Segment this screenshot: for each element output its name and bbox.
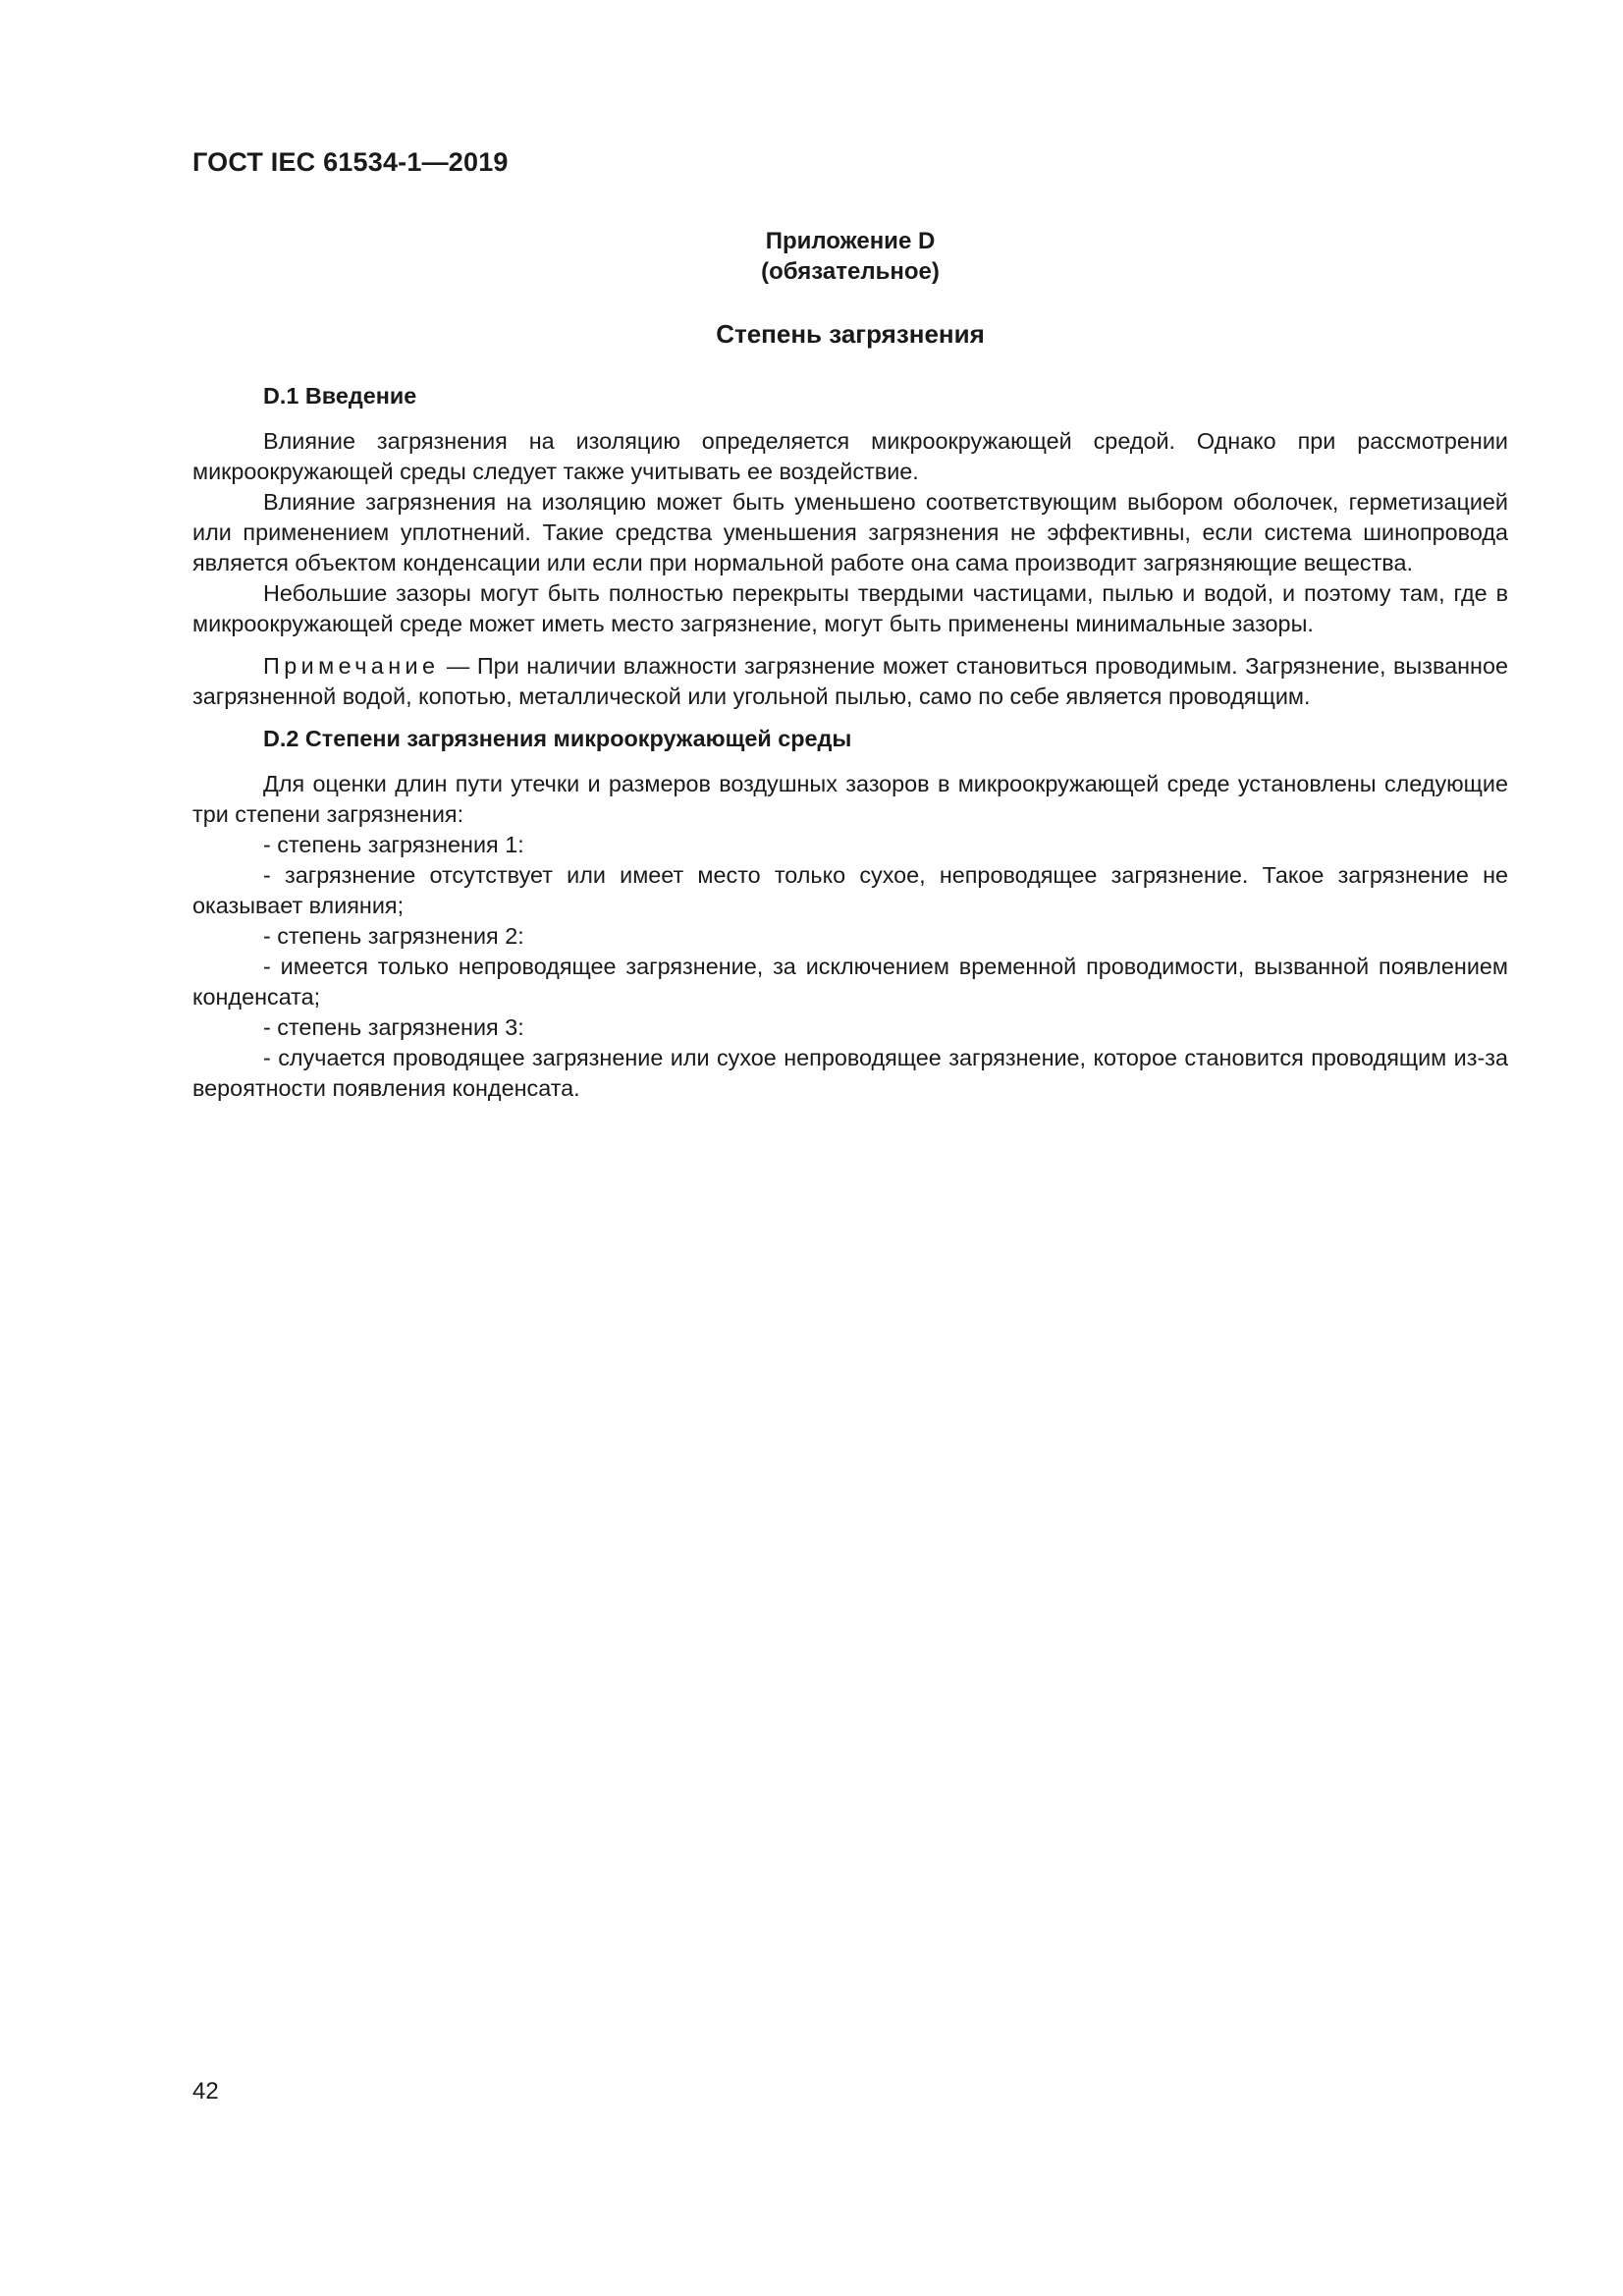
page-number: 42: [192, 2078, 219, 2105]
section-heading-d2: D.2 Степени загрязнения микроокружающей среды: [263, 726, 852, 751]
list-item: - степень загрязнения 3:: [263, 1014, 524, 1040]
list-item: - степень загрязнения 1:: [263, 832, 524, 857]
body-paragraph: Влияние загрязнения на изоляцию определяется микроокружающей средой. Однако при рассмотрении микроокружающей среды следует также учитывать ее воздействие.: [192, 428, 1508, 484]
list-item: - имеется только непроводящее загрязнение, за исключением временной проводимости, вызванной появлением конденсата;: [192, 954, 1508, 1010]
appendix-label-block: [192, 226, 1508, 287]
list-item: - случается проводящее загрязнение или сухое непроводящее загрязнение, которое становится проводящим из-за вероятности появления конденсата.: [192, 1045, 1508, 1101]
appendix-status: (обязательное): [761, 258, 940, 285]
appendix-title: Степень загрязнения: [716, 319, 985, 349]
note-label: Примечание: [263, 653, 440, 679]
appendix-label: Приложение D: [765, 228, 936, 254]
body-paragraph: Для оценки длин пути утечки и размеров воздушных зазоров в микроокружающей среде установлены следующие три степени загрязнения:: [192, 771, 1508, 827]
document-body: [192, 381, 1508, 1104]
standard-code-header: ГОСТ IEC 61534-1—2019: [192, 147, 509, 177]
section-heading-d1: D.1 Введение: [263, 383, 417, 409]
body-paragraph: Влияние загрязнения на изоляцию может быть уменьшено соответствующим выбором оболочек, герметизацией или применением уплотнений. Такие средства уменьшения загрязнения не эффективны, если система шинопровода является объектом конденсации или если при нормальной работе она сама производит загрязняющие вещества.: [192, 489, 1508, 575]
note-text: — При наличии влажности загрязнение может становиться проводимым. Загрязнение, вызванное загрязненной водой, копотью, металлической или угольной пылью, само по себе является проводящим.: [192, 653, 1508, 709]
note-paragraph: [192, 651, 1508, 712]
list-item: - загрязнение отсутствует или имеет место только сухое, непроводящее загрязнение. Такое загрязнение не оказывает влияния;: [192, 862, 1508, 918]
body-paragraph: Небольшие зазоры могут быть полностью перекрыты твердыми частицами, пылью и водой, и поэтому там, где в микроокружающей среде может иметь место загрязнение, могут быть применены минимальные зазоры.: [192, 580, 1508, 636]
list-item: - степень загрязнения 2:: [263, 923, 524, 949]
